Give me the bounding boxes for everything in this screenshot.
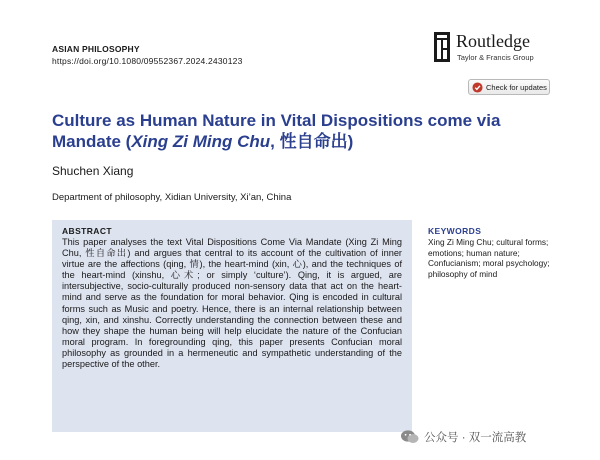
journal-name: ASIAN PHILOSOPHY xyxy=(52,44,140,54)
keywords-heading: KEYWORDS xyxy=(428,226,482,236)
watermark xyxy=(400,427,526,447)
check-updates-icon xyxy=(472,82,483,93)
publisher-subtitle: Taylor & Francis Group xyxy=(457,53,534,62)
routledge-mark-icon xyxy=(432,30,452,64)
publisher-name: Routledge xyxy=(456,31,530,51)
publisher-logo[interactable] xyxy=(432,30,562,66)
abstract-text: This paper analyses the text Vital Dispositions Come Via Mandate (Xing Zi Ming Chu, 性自命出) and argues that central to its account of the cultivation of inner virtue are the affections (qing, 情), the heart-mind (xin, 心), and the techniques of the heart-mind (xinshu, 心术; or simply ‘culture’). Qing, it is argued, are intersubjective, socio-culturally produced non-sensory data that act on the heart-mind and serve as the foundation for moral behavior. Qing is encoded in cultural forms such as Music and poetry. Hence, there is an internal relationship between qing, xin, and xinshu. Correctly understanding the connection between these and how they shape the human being will help elucidate the nature of the Confucian moral program. In foregrounding qing, this paper presents Confucian moral philosophy as grounded in a hermeneutic and sympathetic understanding of the perspective of the other. xyxy=(62,237,402,370)
author-affiliation: Department of philosophy, Xidian University, Xi’an, China xyxy=(52,192,292,203)
keywords-text: Xing Zi Ming Chu; cultural forms; emotions; human nature; Confucianism; moral psychology; philosophy of mind xyxy=(428,237,550,279)
journal-doi-link[interactable]: https://doi.org/10.1080/09552367.2024.2430123 xyxy=(52,56,243,66)
wechat-icon xyxy=(400,429,420,445)
article-title xyxy=(52,110,522,152)
title-italic: Xing Zi Ming Chu xyxy=(131,132,271,151)
watermark-text: 公众号 · 双一流高教 xyxy=(424,432,527,444)
abstract-panel xyxy=(52,220,412,432)
title-suffix: , 性自命出) xyxy=(270,132,354,151)
check-updates-label: Check for updates xyxy=(486,82,547,92)
journal-header xyxy=(52,43,243,67)
keywords-panel xyxy=(428,226,558,279)
title-prefix: Culture as Human Nature in Vital Dispositions come via Mandate ( xyxy=(52,111,501,151)
abstract-heading: ABSTRACT xyxy=(62,226,112,236)
author-name[interactable]: Shuchen Xiang xyxy=(52,164,134,178)
check-for-updates-button[interactable] xyxy=(468,79,550,95)
